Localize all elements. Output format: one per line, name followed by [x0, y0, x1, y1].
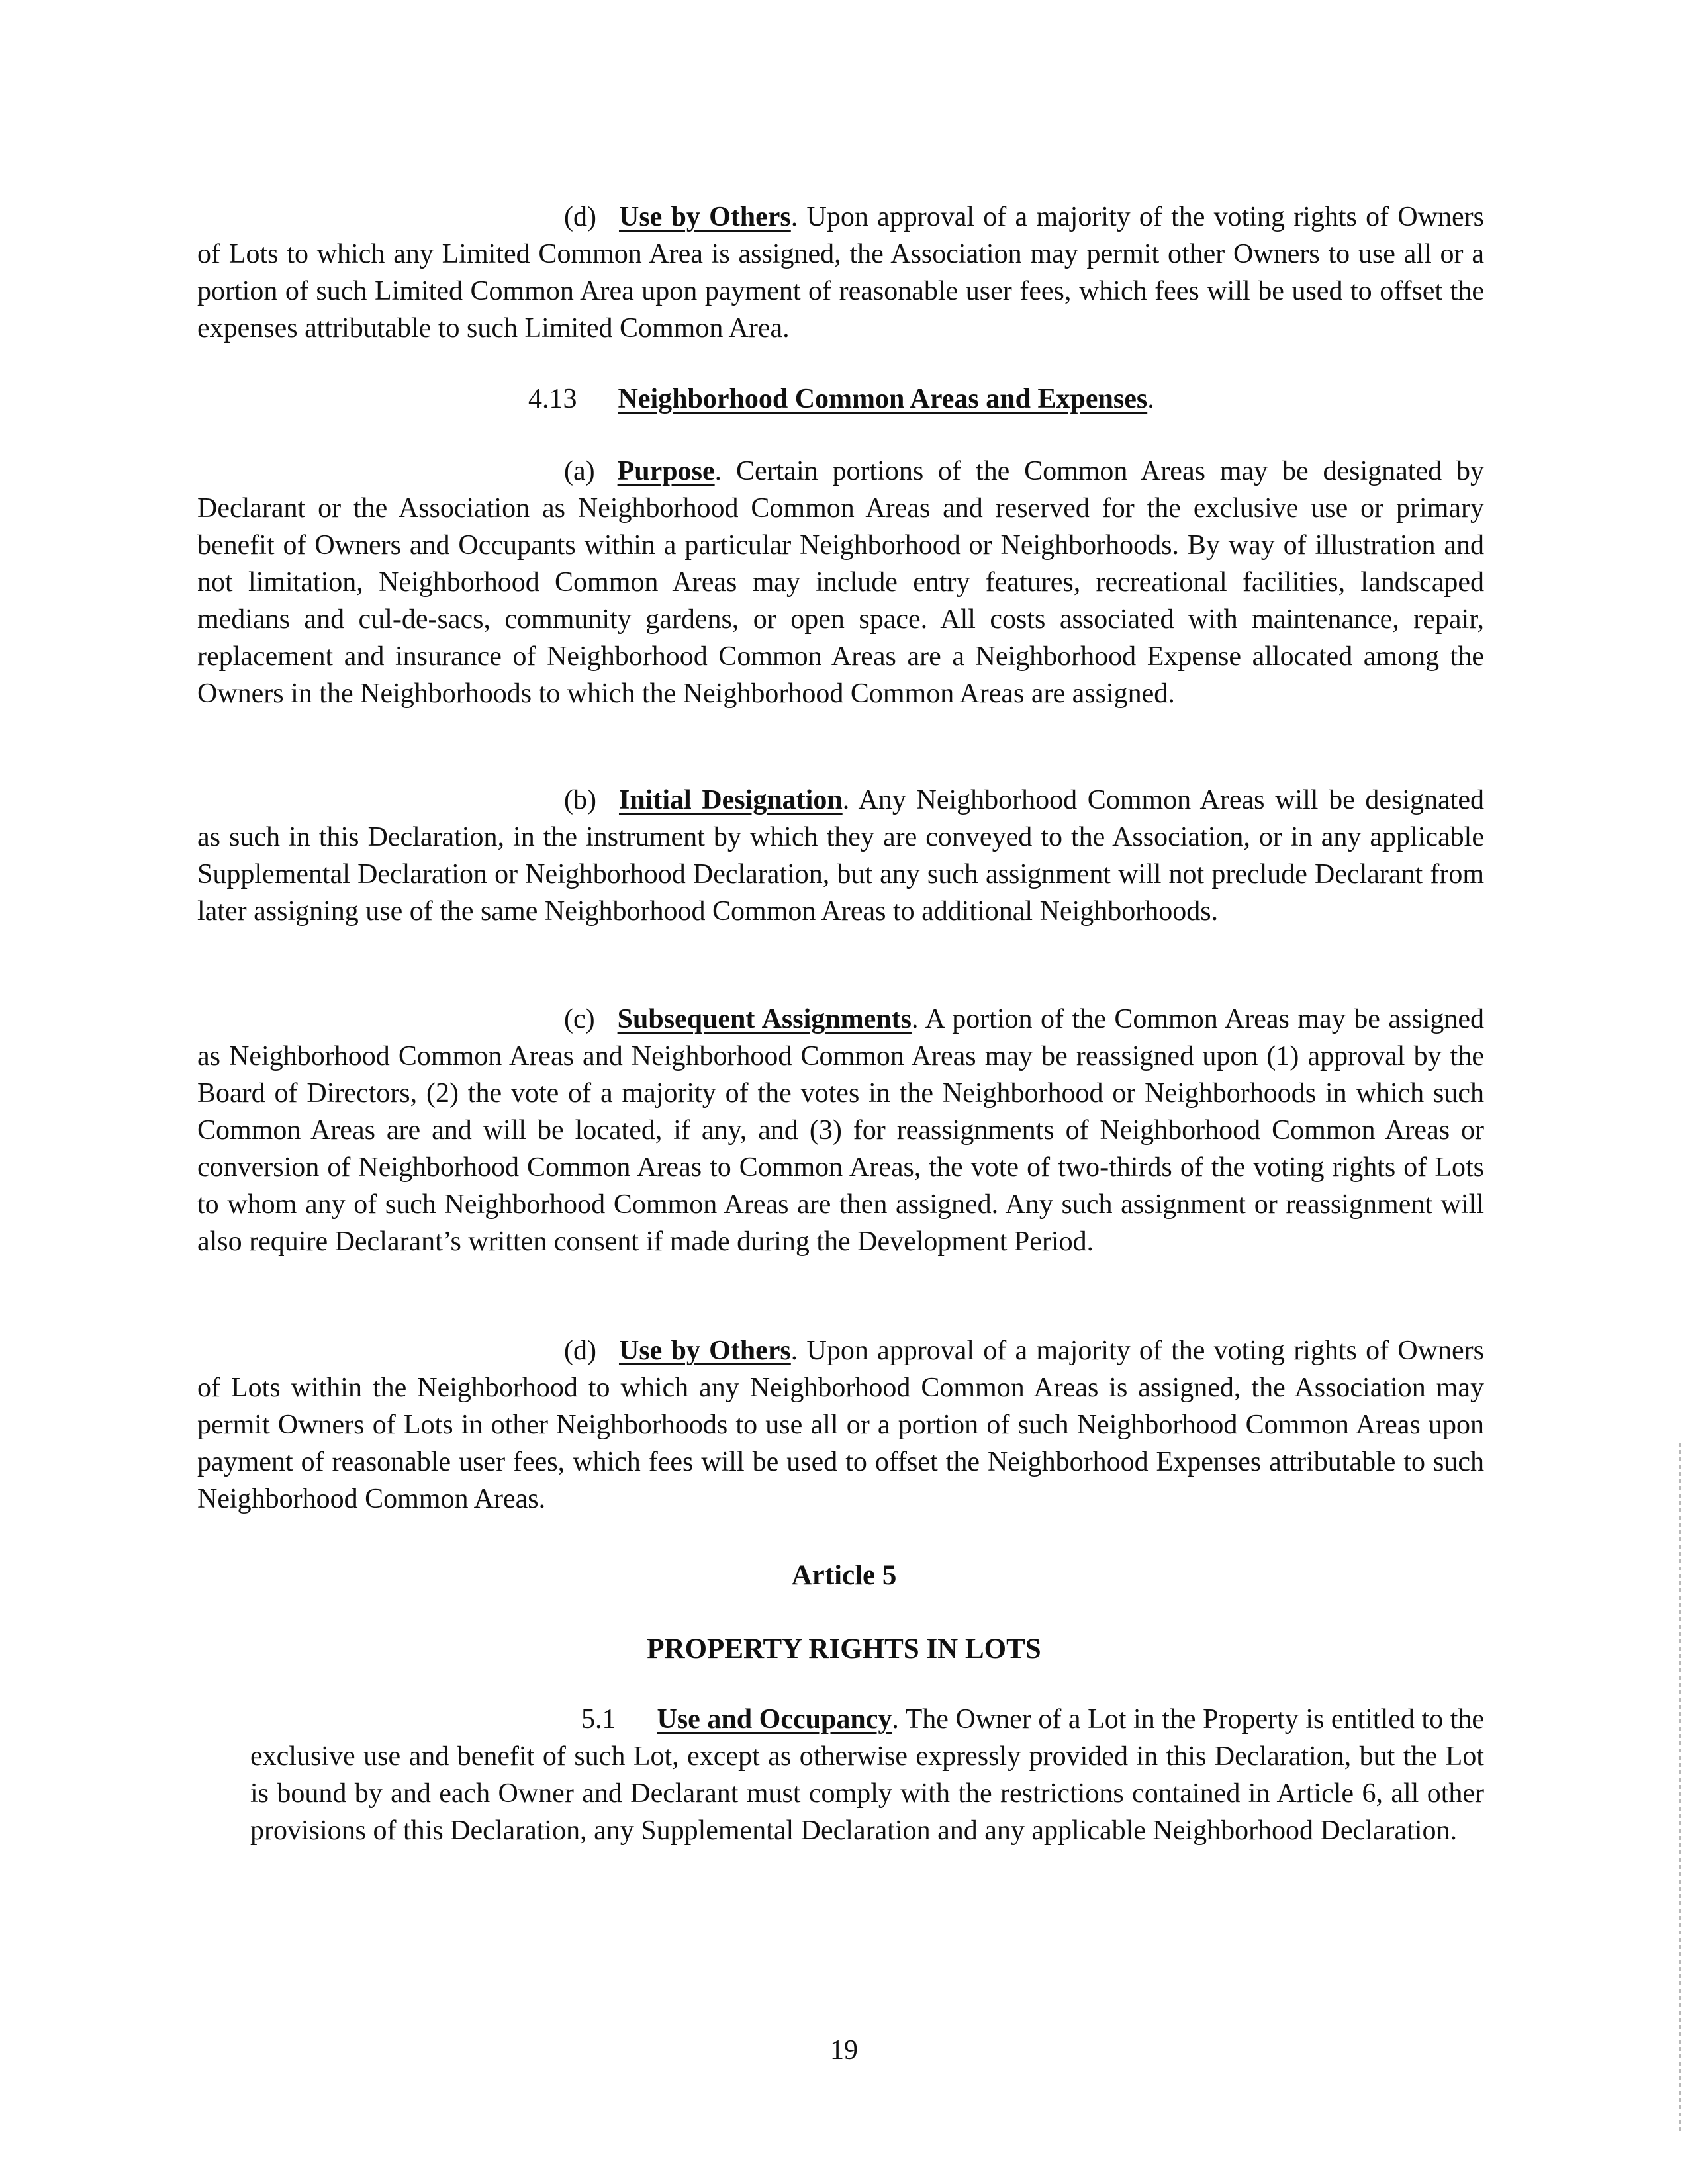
item-heading: Purpose: [617, 456, 715, 486]
item-marker: (a): [564, 456, 595, 486]
item-heading: Use and Occupancy: [657, 1704, 892, 1735]
scan-edge-artifact: [1679, 1443, 1681, 2131]
paragraph-subsequent-assignments: [197, 1001, 1484, 1260]
section-suffix: .: [1147, 384, 1154, 414]
item-text: . Any Neighborhood Common Areas will be designated as such in this Declaration, in the instrument by which they are conveyed to the Association, or in any applicable Supplemental Declaration or Neighborhood Declaration, but any such assignment will not preclude Declarant from later assigning use of the same Neighborhood Common Areas to additional Neighborhoods.: [197, 785, 1484, 927]
item-text: . The Owner of a Lot in the Property is entitled to the exclusive use and benefit of such Lot, except as otherwise expressly provided in this Declaration, but the Lot is bound by and each Owner and Declarant must comply with the restrictions contained in Article 6, all other provisions of this Declaration, any Supplemental Declaration and any applicable Neighborhood Declaration.: [250, 1704, 1485, 1846]
paragraph-neighborhood-use-by-others: [197, 1332, 1484, 1518]
item-marker: (d): [564, 202, 596, 232]
item-marker: (c): [564, 1004, 595, 1034]
item-heading: Use by Others: [618, 1336, 791, 1366]
paragraph-initial-designation: [197, 782, 1484, 930]
section-number: 5.1: [581, 1704, 616, 1735]
item-heading: Use by Others: [618, 202, 791, 232]
page-number: 19: [830, 2035, 858, 2066]
item-marker: (d): [564, 1336, 596, 1366]
paragraph-limited-use-by-others: [197, 199, 1484, 347]
section-number: 4.13: [528, 384, 577, 414]
item-heading: Initial Designation: [618, 785, 843, 815]
item-marker: (b): [564, 785, 596, 815]
paragraph-purpose: [197, 453, 1484, 712]
article-subtitle: PROPERTY RIGHTS IN LOTS: [647, 1633, 1041, 1664]
section-4-13-heading: [197, 381, 1484, 418]
item-text: . A portion of the Common Areas may be assigned as Neighborhood Common Areas and Neighborhood Common Areas may be reassigned upon (1) approval by the Board of Directors, (2) the vote of a majority of the votes in the Neighborhood or Neighborhoods in which such Common Areas are and will be located, if any, and (3) for reassignments of Neighborhood Common Areas or conversion of Neighborhood Common Areas to Common Areas, the vote of two-thirds of the voting rights of Lots to whom any of such Neighborhood Common Areas are then assigned. Any such assignment or reassignment will also require Declarant’s written consent if made during the Development Period.: [197, 1004, 1485, 1257]
item-text: . Upon approval of a majority of the voting rights of Owners of Lots within the Neighborhood to which any Neighborhood Common Areas is assigned, the Association may permit Owners of Lots in other Neighborhoods to use all or a portion of such Neighborhood Common Areas upon payment of reasonable user fees, which fees will be used to offset the Neighborhood Expenses attributable to such Neighborhood Common Areas.: [197, 1336, 1484, 1514]
item-heading: Subsequent Assignments: [617, 1004, 912, 1034]
item-text: . Upon approval of a majority of the voting rights of Owners of Lots to which any Limited Common Area is assigned, the Association may permit other Owners to use all or a portion of such Limited Common Area upon payment of reasonable user fees, which fees will be used to offset the expenses attributable to such Limited Common Area.: [197, 202, 1484, 343]
article-title: Article 5: [791, 1560, 897, 1591]
section-heading: Neighborhood Common Areas and Expenses: [618, 384, 1148, 414]
item-text: . Certain portions of the Common Areas may be designated by Declarant or the Association as Neighborhood Common Areas and reserved for the exclusive use or primary benefit of Owners and Occupants within a particular Neighborhood or Neighborhoods. By way of illustration and not limitation, Neighborhood Common Areas may include entry features, recreational facilities, landscaped medians and cul-de-sacs, community gardens, or open space. All costs associated with maintenance, repair, replacement and insurance of Neighborhood Common Areas are a Neighborhood Expense allocated among the Owners in the Neighborhoods to which the Neighborhood Common Areas are assigned.: [197, 456, 1484, 709]
paragraph-use-and-occupancy: [250, 1701, 1484, 1849]
